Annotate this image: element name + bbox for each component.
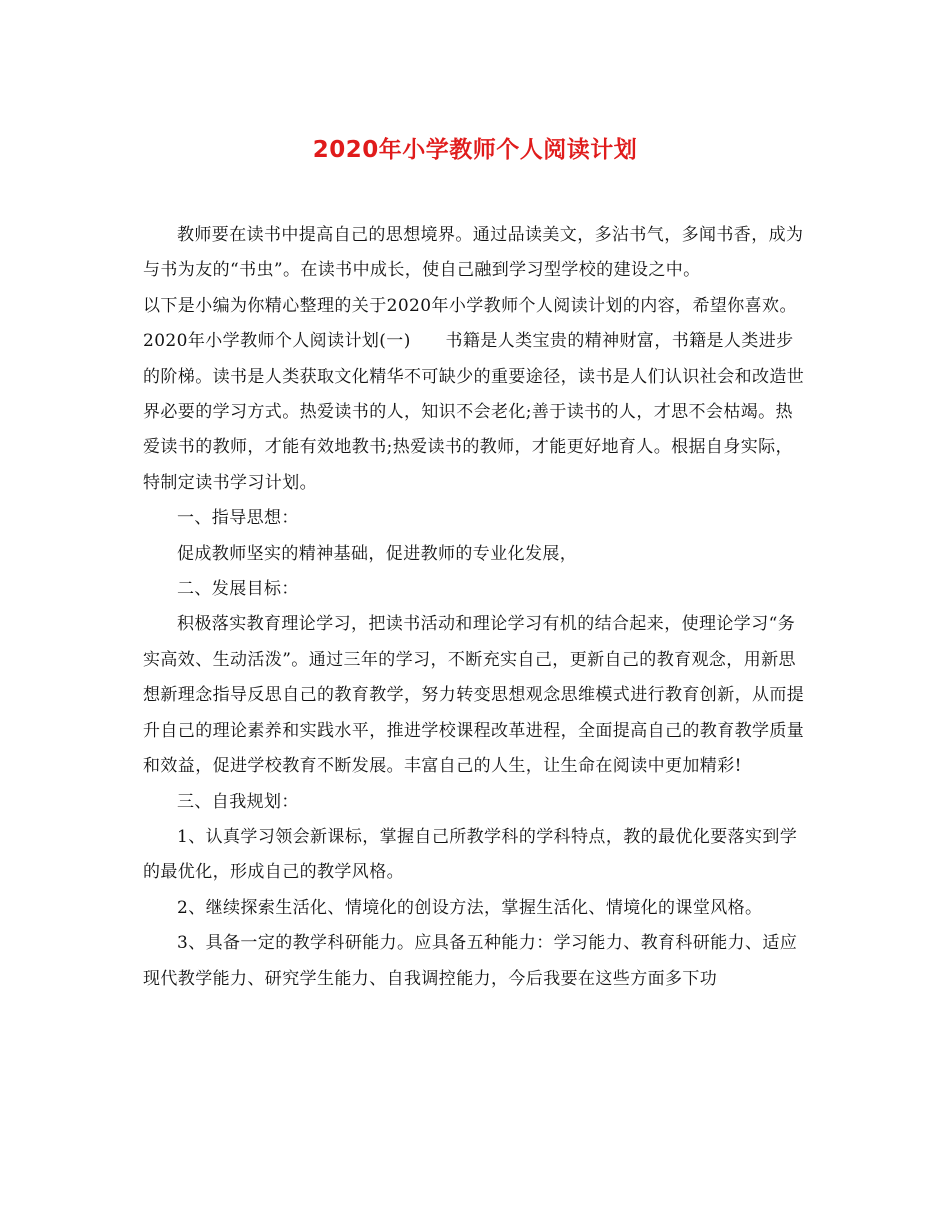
document-title: 2020年小学教师个人阅读计划 — [312, 137, 638, 163]
list-item: 1、认真学习领会新课标，掌握自己所教学科的学科特点，教的最优化要落实到学的最优化，形成自己的教学风格。 — [143, 826, 798, 883]
heading-development-goals: 二、发展目标： — [177, 579, 299, 600]
heading-guiding-thought: 一、指导思想： — [177, 508, 299, 529]
paragraph-development-goals: 积极落实教育理论学习，把读书活动和理论学习有机的结合起来，使理论学习“务实高效、生动活泼”。通过三年的学习，不断充实自己，更新自己的教育观念，用新思想新理念指导反思自己的教育教学，努力转变思想观念思维模式进行教育创新，从而提升自己的理论素养和实践水平，推进学校课程改革进程，全面提高自己的教育教学质量和效益，促进学校教育不断发展。丰富自己的人生，让生命在阅读中更加精彩! — [143, 614, 805, 777]
list-item: 2、继续探索生活化、情境化的创设方法，掌握生活化、情境化的课堂风格。 — [177, 897, 763, 918]
heading-self-planning: 三、自我规划： — [177, 791, 299, 812]
document-body — [143, 218, 805, 997]
paragraph-plan-one: 2020年小学教师个人阅读计划(一) 书籍是人类宝贵的精神财富，书籍是人类进步的阶梯。读书是人类获取文化精华不可缺少的重要途径，读书是人们认识社会和改造世界必要的学习方式。热爱读书的人，知识不会老化;善于读书的人，才思不会枯竭。热爱读书的教师，才能有效地教书;热爱读书的教师，才能更好地育人。根据自身实际，特制定读书学习计划。 — [143, 331, 805, 493]
list-item: 3、具备一定的教学科研能力。应具备五种能力：学习能力、教育科研能力、适应现代教学能力、研究学生能力、自我调控能力，今后我要在这些方面多下功 — [143, 933, 798, 989]
paragraph-intro: 教师要在读书中提高自己的思想境界。通过品读美文，多沾书气，多闻书香，成为与书为友的“书虫”。在读书中成长，使自己融到学习型学校的建设之中。 — [143, 225, 804, 281]
paragraph-guiding-thought: 促成教师坚实的精神基础，促进教师的专业化发展， — [177, 543, 578, 564]
paragraph-editor-note: 以下是小编为你精心整理的关于2020年小学教师个人阅读计划的内容，希望你喜欢。 — [143, 295, 797, 316]
